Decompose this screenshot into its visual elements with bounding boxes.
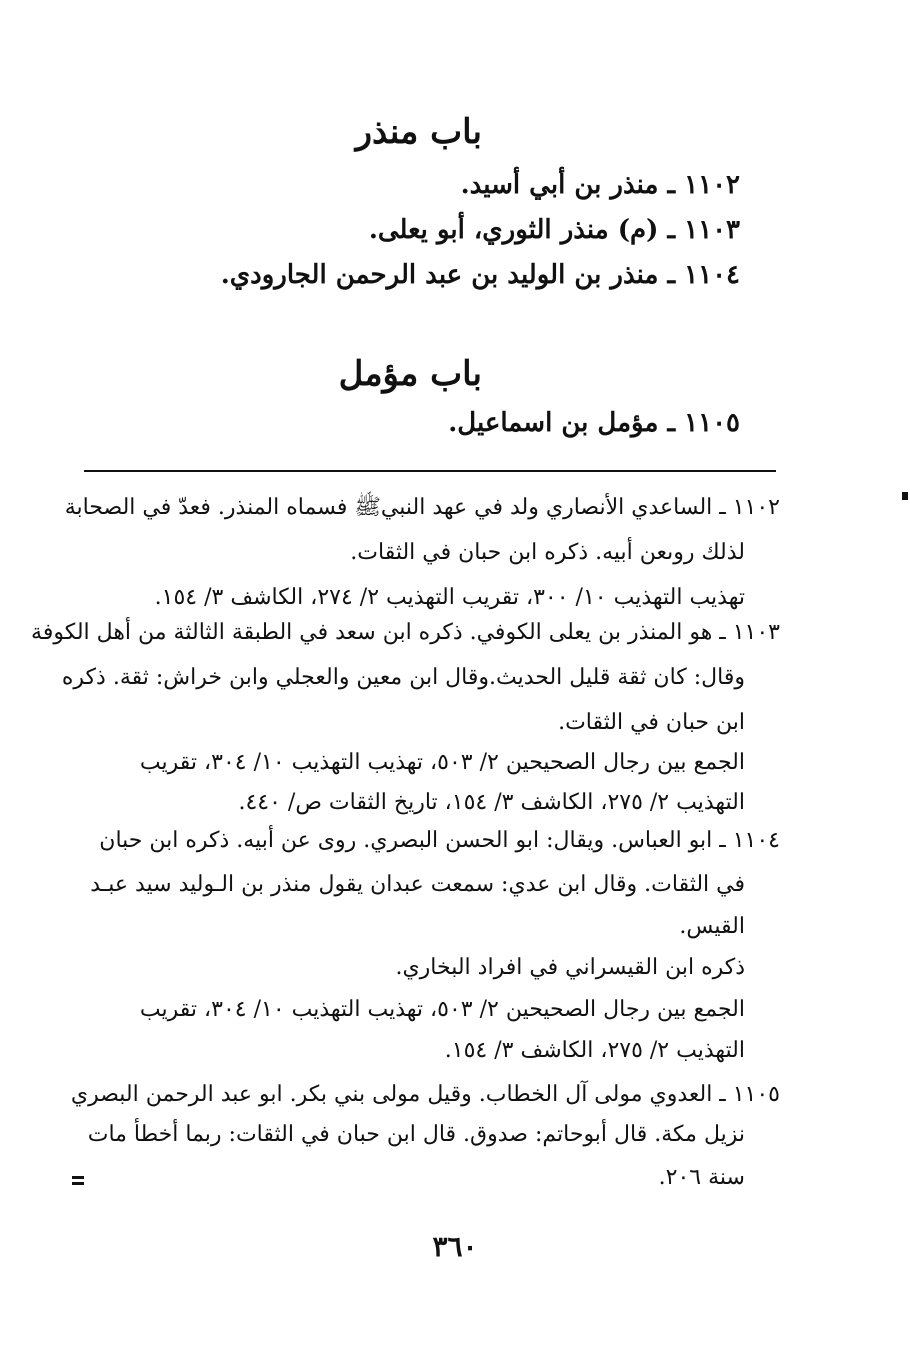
- footnote-1103-line-1: ١١٠٣ ـ هو المنذر بن يعلى الكوفي. ذكره ابن سعد في الطبقة الثالثة من أهل الكوفة: [31, 620, 780, 645]
- footnote-1104-sources-1: الجمع بين رجال الصحيحين ٢/ ٥٠٣، تهذيب التهذيب ١٠/ ٣٠٤، تقريب: [139, 997, 745, 1022]
- footnote-1104-line-3: القيس.: [679, 914, 745, 939]
- scan-speck: [902, 492, 908, 500]
- entry-1105: ١١٠٥ ـ مؤمل بن اسماعيل.: [448, 408, 740, 438]
- footnote-1104-line-4: ذكره ابن القيسراني في افراد البخاري.: [395, 955, 745, 980]
- footnote-1103-line-3: ابن حبان في الثقات.: [558, 710, 745, 735]
- entry-1104: ١١٠٤ ـ منذر بن الوليد بن عبد الرحمن الجارودي.: [220, 260, 740, 290]
- scan-speck: [72, 1176, 84, 1179]
- entry-1102: ١١٠٢ ـ منذر بن أبي أسيد.: [460, 170, 740, 200]
- footnote-1105-line-3: سنة ٢٠٦.: [658, 1165, 745, 1190]
- footnote-1103-sources-1: الجمع بين رجال الصحيحين ٢/ ٥٠٣، تهذيب التهذيب ١٠/ ٣٠٤، تقريب: [139, 750, 745, 775]
- footnote-1103-line-2: وقال: كان ثقة قليل الحديث.وقال ابن معين والعجلي وابن خراش: ثقة. ذكره: [61, 665, 745, 690]
- footnote-divider: [84, 470, 776, 472]
- footnote-1104-line-2: في الثقات. وقال ابن عدي: سمعت عبدان يقول منذر بن الـوليد سيد عبـد: [90, 872, 745, 897]
- chapter-heading-muammal: باب مؤمل: [338, 354, 482, 394]
- footnote-1105-line-1: ١١٠٥ ـ العدوي مولى آل الخطاب. وقيل مولى بني بكر. ابو عبد الرحمن البصري: [70, 1082, 780, 1107]
- footnote-1104-sources-2: التهذيب ٢/ ٢٧٥، الكاشف ٣/ ١٥٤.: [444, 1038, 745, 1063]
- entry-1103: ١١٠٣ ـ (م) منذر الثوري، أبو يعلى.: [368, 215, 740, 245]
- footnote-1104-line-1: ١١٠٤ ـ ابو العباس. ويقال: ابو الحسن البصري. روى عن أبيه. ذكره ابن حبان: [99, 828, 780, 853]
- footnote-1105-line-2: نزيل مكة. قال أبوحاتم: صدوق. قال ابن حبان في الثقات: ربما أخطأ مات: [87, 1122, 745, 1147]
- footnote-1102-line-2: لذلك روىعن أبيه. ذكره ابن حبان في الثقات.: [350, 540, 745, 565]
- footnote-1102-sources: تهذيب التهذيب ١٠/ ٣٠٠، تقريب التهذيب ٢/ ٢٧٤، الكاشف ٣/ ١٥٤.: [154, 585, 745, 610]
- chapter-heading-mundhir: باب منذر: [355, 112, 482, 152]
- page-number: ٣٦٠: [432, 1230, 478, 1263]
- footnote-1102-line-1: ١١٠٢ ـ الساعدي الأنصاري ولد في عهد النبيﷺ فسماه المنذر. فعدّ في الصحابة: [64, 495, 780, 520]
- scan-speck: [72, 1182, 84, 1185]
- footnote-1103-sources-2: التهذيب ٢/ ٢٧٥، الكاشف ٣/ ١٥٤، تاريخ الثقات ص/ ٤٤٠.: [238, 790, 745, 815]
